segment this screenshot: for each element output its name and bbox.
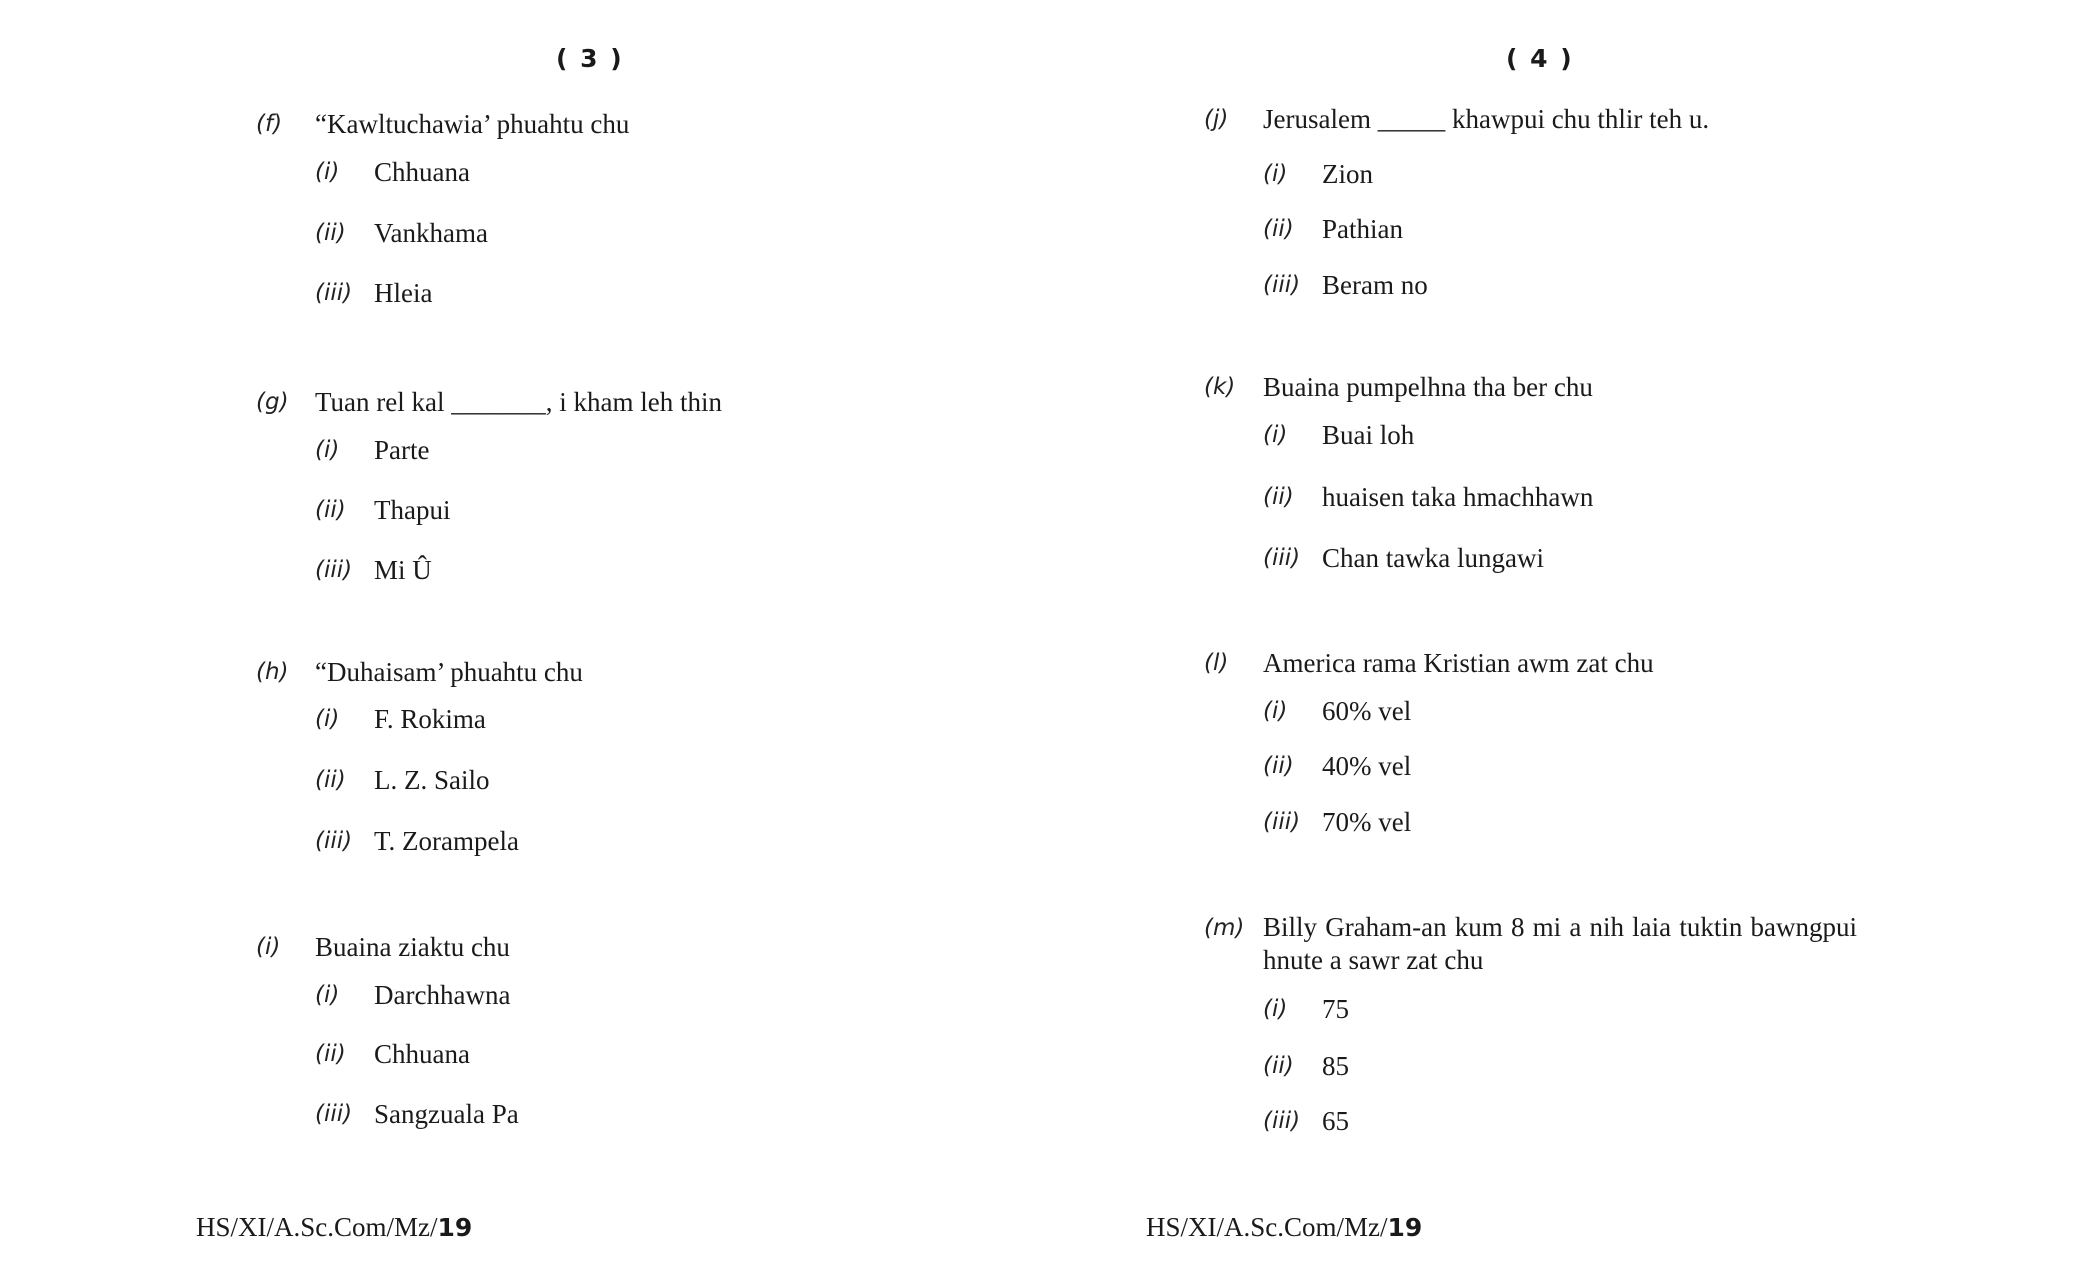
option-row [1263,541,1863,575]
question-label: (l) [1204,650,1229,676]
option-row [315,1037,915,1071]
question-label: (f) [256,111,283,137]
question-row [1204,102,1844,136]
option-label: (ii) [315,767,346,793]
option-label: (iii) [315,557,353,583]
option-label: (ii) [315,1041,346,1067]
option-text: Pathian [1322,214,1403,244]
option-text: 60% vel [1322,696,1412,726]
option-row [315,824,915,858]
question-h [256,655,896,856]
question-text: Buaina ziaktu chu [315,932,510,962]
option-row [1263,1104,1863,1138]
footer-code: HS/XI/A.Sc.Com/Mz/ [1146,1212,1388,1242]
option-row [315,155,915,189]
option-text: T. Zorampela [374,826,519,856]
option-text: 75 [1322,994,1349,1024]
option-label: (i) [315,159,340,185]
footer-code: HS/XI/A.Sc.Com/Mz/ [196,1212,438,1242]
option-row [315,216,915,250]
page-footer [196,1212,472,1243]
option-label: (iii) [315,280,353,306]
option-row [1263,992,1863,1026]
option-row [315,553,915,587]
option-row [315,763,915,797]
option-text: Zion [1322,159,1373,189]
right-page [1050,0,2100,1275]
option-label: (i) [315,437,340,463]
question-row [1204,646,1844,680]
option-row [315,978,915,1012]
option-label: (ii) [315,497,346,523]
question-row [1204,370,1844,404]
option-row [1263,480,1863,514]
question-label: (j) [1204,106,1229,132]
footer-year: 19 [1387,1213,1423,1242]
option-text: 85 [1322,1051,1349,1081]
option-row [315,433,915,467]
footer-year: 19 [437,1213,473,1242]
option-label: (iii) [315,1101,353,1127]
option-text: Buai loh [1322,420,1415,450]
question-text: Jerusalem _____ khawpui chu thlir teh u. [1263,104,1710,134]
question-label: (h) [256,659,289,685]
option-label: (i) [1263,422,1288,448]
option-label: (i) [1263,698,1288,724]
page-footer [1146,1212,1422,1243]
question-text: “Kawltuchawia’ phuahtu chu [315,109,630,139]
question-text: Billy Graham-an kum 8 mi a nih laia tuktin bawngpui hnute a sawr zat chu [1263,912,1857,975]
option-label: (i) [315,706,340,732]
option-text: 70% vel [1322,807,1412,837]
option-label: (i) [315,982,340,1008]
option-text: Chhuana [374,157,470,187]
option-row [1263,805,1863,839]
option-row [1263,418,1863,452]
option-text: Sangzuala Pa [374,1099,519,1129]
option-text: L. Z. Sailo [374,765,490,795]
question-row [256,385,896,419]
question-row [1204,911,1857,979]
question-j [1204,102,1844,300]
question-k [1204,370,1844,573]
option-text: 65 [1322,1106,1349,1136]
option-label: (ii) [1263,216,1294,242]
option-label: (i) [1263,161,1288,187]
option-text: 40% vel [1322,751,1412,781]
option-label: (iii) [1263,809,1301,835]
question-text: Tuan rel kal _______, i kham leh thin [315,387,722,417]
question-label: (m) [1204,915,1245,941]
option-text: huaisen taka hmachhawn [1322,482,1594,512]
option-label: (iii) [1263,545,1301,571]
question-label: (i) [256,934,281,960]
question-row [256,107,896,141]
question-text: Buaina pumpelhna tha ber chu [1263,372,1593,402]
question-label: (g) [256,389,289,415]
option-row [315,1097,915,1131]
question-row [256,655,896,689]
option-text: F. Rokima [374,704,486,734]
option-row [1263,212,1863,246]
option-text: Chan tawka lungawi [1322,543,1544,573]
question-text: America rama Kristian awm zat chu [1263,648,1654,678]
option-row [1263,268,1863,302]
option-label: (iii) [1263,272,1301,298]
option-text: Chhuana [374,1039,470,1069]
question-m [1204,911,1857,1136]
question-l [1204,646,1844,837]
option-label: (iii) [1263,1108,1301,1134]
option-label: (i) [1263,996,1288,1022]
page-number: ( 3 ) [556,44,624,73]
option-label: (ii) [315,220,346,246]
question-g [256,385,896,585]
option-label: (ii) [1263,484,1294,510]
question-f [256,107,896,308]
option-row [315,493,915,527]
option-text: Beram no [1322,270,1428,300]
option-label: (iii) [315,828,353,854]
option-text: Mi Û [374,555,432,585]
question-text: “Duhaisam’ phuahtu chu [315,657,583,687]
question-row [256,930,896,964]
option-text: Hleia [374,278,433,308]
option-row [1263,157,1863,191]
option-row [1263,694,1863,728]
option-row [315,276,915,310]
option-text: Vankhama [374,218,488,248]
option-row [1263,749,1863,783]
option-row [315,702,915,736]
option-row [1263,1049,1863,1083]
option-label: (ii) [1263,1053,1294,1079]
question-i [256,930,896,1129]
option-label: (ii) [1263,753,1294,779]
option-text: Thapui [374,495,451,525]
option-text: Darchhawna [374,980,511,1010]
question-label: (k) [1204,374,1236,400]
option-text: Parte [374,435,430,465]
page-number: ( 4 ) [1506,44,1574,73]
